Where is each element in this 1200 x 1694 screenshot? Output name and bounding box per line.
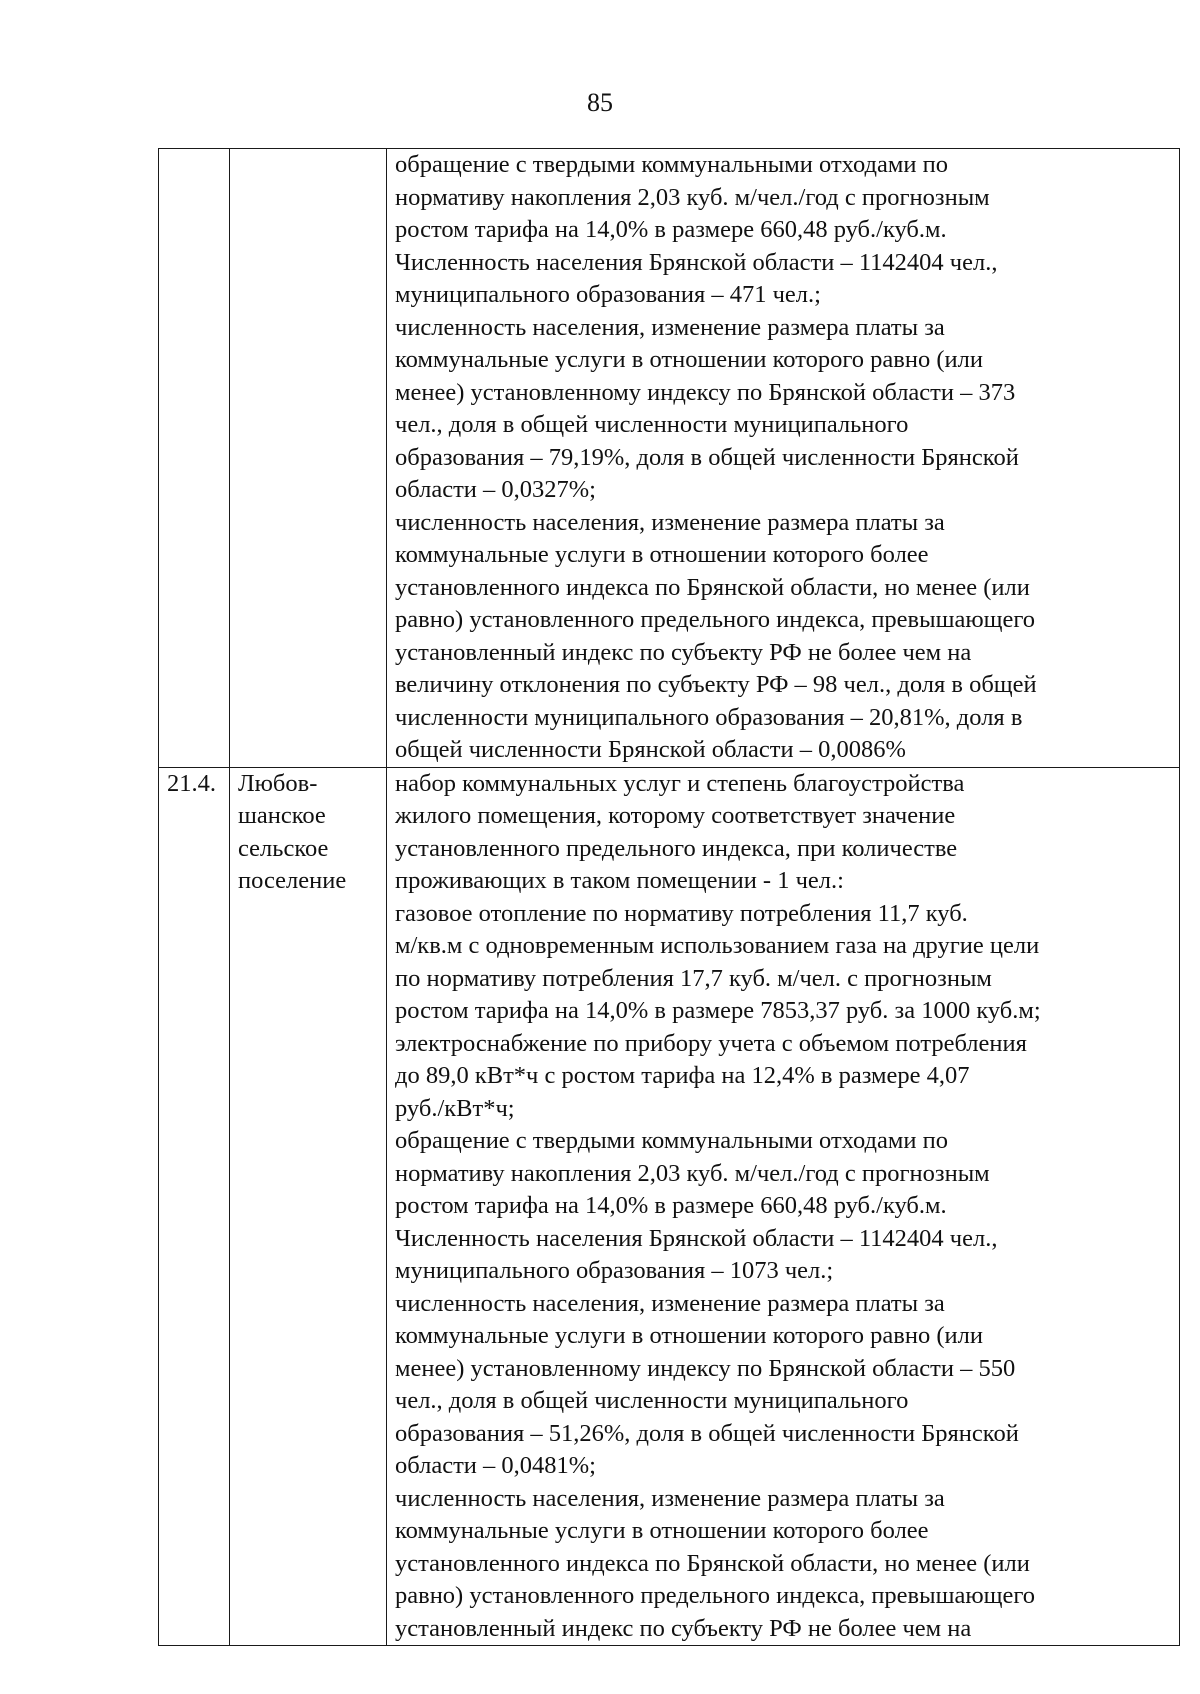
description-line: ростом тарифа на 14,0% в размере 660,48 руб./куб.м. bbox=[395, 216, 947, 243]
description-line: жилого помещения, которому соответствует значение bbox=[395, 802, 956, 829]
description-line: обращение с твердыми коммунальными отходами по bbox=[395, 151, 948, 178]
description-line: чел., доля в общей численности муниципального bbox=[395, 411, 909, 438]
description-line: руб./кВт*ч; bbox=[395, 1094, 515, 1122]
description-line: менее) установленному индексу по Брянской области – 550 bbox=[395, 1354, 1016, 1382]
description-line: равно) установленного предельного индекса, превышающего bbox=[395, 606, 1036, 633]
description-line: муниципального образования – 1073 чел.; bbox=[395, 1257, 834, 1284]
description-line: установленного индекса по Брянской области, но менее (или bbox=[395, 573, 1030, 601]
table-row bbox=[159, 149, 1180, 768]
description-line: набор коммунальных услуг и степень благоустройства bbox=[395, 769, 965, 797]
description-line: коммунальные услуги в отношении которого равно (или bbox=[395, 1322, 983, 1349]
description-line: Численность населения Брянской области – 1142404 чел., bbox=[395, 1224, 998, 1252]
description-line: области – 0,0481%; bbox=[395, 1452, 596, 1479]
description-line: нормативу накопления 2,03 куб. м/чел./год с прогнозным bbox=[395, 183, 990, 211]
description-line: коммунальные услуги в отношении которого равно (или bbox=[395, 346, 983, 373]
description-line: численность населения, изменение размера платы за bbox=[395, 313, 945, 341]
municipality-name-cell bbox=[230, 767, 387, 1646]
description-line: ростом тарифа на 14,0% в размере 7853,37 руб. за 1000 куб.м; bbox=[395, 997, 1041, 1024]
row-number-cell: 21.4. bbox=[159, 767, 230, 1646]
description-line: равно) установленного предельного индекса, превышающего bbox=[395, 1582, 1036, 1609]
description-line: ростом тарифа на 14,0% в размере 660,48 руб./куб.м. bbox=[395, 1192, 947, 1219]
description-line: газовое отопление по нормативу потребления 11,7 куб. bbox=[395, 899, 968, 927]
description-line: области – 0,0327%; bbox=[395, 476, 596, 503]
row-number-cell bbox=[159, 149, 230, 768]
description-line: коммунальные услуги в отношении которого более bbox=[395, 541, 929, 568]
description-line: установленного предельного индекса, при количестве bbox=[395, 834, 958, 862]
description-line: величину отклонения по субъекту РФ – 98 чел., доля в общей bbox=[395, 671, 1037, 698]
description-line: чел., доля в общей численности муниципального bbox=[395, 1387, 909, 1414]
municipality-name-line: Любов- bbox=[238, 769, 318, 797]
description-line: менее) установленному индексу по Брянской области – 373 bbox=[395, 378, 1016, 406]
description-line: образования – 79,19%, доля в общей численности Брянской bbox=[395, 443, 1019, 471]
description-line: муниципального образования – 471 чел.; bbox=[395, 281, 821, 308]
description-line: численность населения, изменение размера платы за bbox=[395, 1289, 945, 1317]
description-cell bbox=[387, 149, 1180, 768]
municipality-name-line: сельское bbox=[238, 834, 329, 862]
municipality-name-cell bbox=[230, 149, 387, 768]
description-line: нормативу накопления 2,03 куб. м/чел./год с прогнозным bbox=[395, 1159, 990, 1187]
description-line: численности муниципального образования – 20,81%, доля в bbox=[395, 703, 1023, 731]
description-line: установленный индекс по субъекту РФ не более чем на bbox=[395, 638, 972, 666]
table-row bbox=[159, 767, 1180, 1646]
description-line: численность населения, изменение размера платы за bbox=[395, 508, 945, 536]
description-line: проживающих в таком помещении - 1 чел.: bbox=[395, 867, 844, 894]
description-line: образования – 51,26%, доля в общей численности Брянской bbox=[395, 1419, 1019, 1447]
municipality-name-line: поселение bbox=[238, 867, 347, 894]
document-table bbox=[158, 148, 1180, 1646]
description-cell bbox=[387, 767, 1180, 1646]
description-line: обращение с твердыми коммунальными отходами по bbox=[395, 1127, 948, 1154]
description-line: коммунальные услуги в отношении которого более bbox=[395, 1517, 929, 1544]
description-line: Численность населения Брянской области – 1142404 чел., bbox=[395, 248, 998, 276]
description-line: электроснабжение по прибору учета с объемом потребления bbox=[395, 1029, 1027, 1057]
table-body bbox=[159, 149, 1180, 1646]
page-number: 85 bbox=[587, 88, 613, 117]
description-line: по нормативу потребления 17,7 куб. м/чел. с прогнозным bbox=[395, 964, 992, 992]
description-line: установленный индекс по субъекту РФ не более чем на bbox=[395, 1614, 972, 1642]
description-line: общей численности Брянской области – 0,0086% bbox=[395, 736, 906, 763]
description-line: численность населения, изменение размера платы за bbox=[395, 1484, 945, 1512]
description-line: установленного индекса по Брянской области, но менее (или bbox=[395, 1549, 1030, 1577]
description-line: м/кв.м с одновременным использованием газа на другие цели bbox=[395, 932, 1040, 959]
description-line: до 89,0 кВт*ч с ростом тарифа на 12,4% в размере 4,07 bbox=[395, 1062, 970, 1089]
municipality-name-line: шанское bbox=[238, 802, 326, 829]
